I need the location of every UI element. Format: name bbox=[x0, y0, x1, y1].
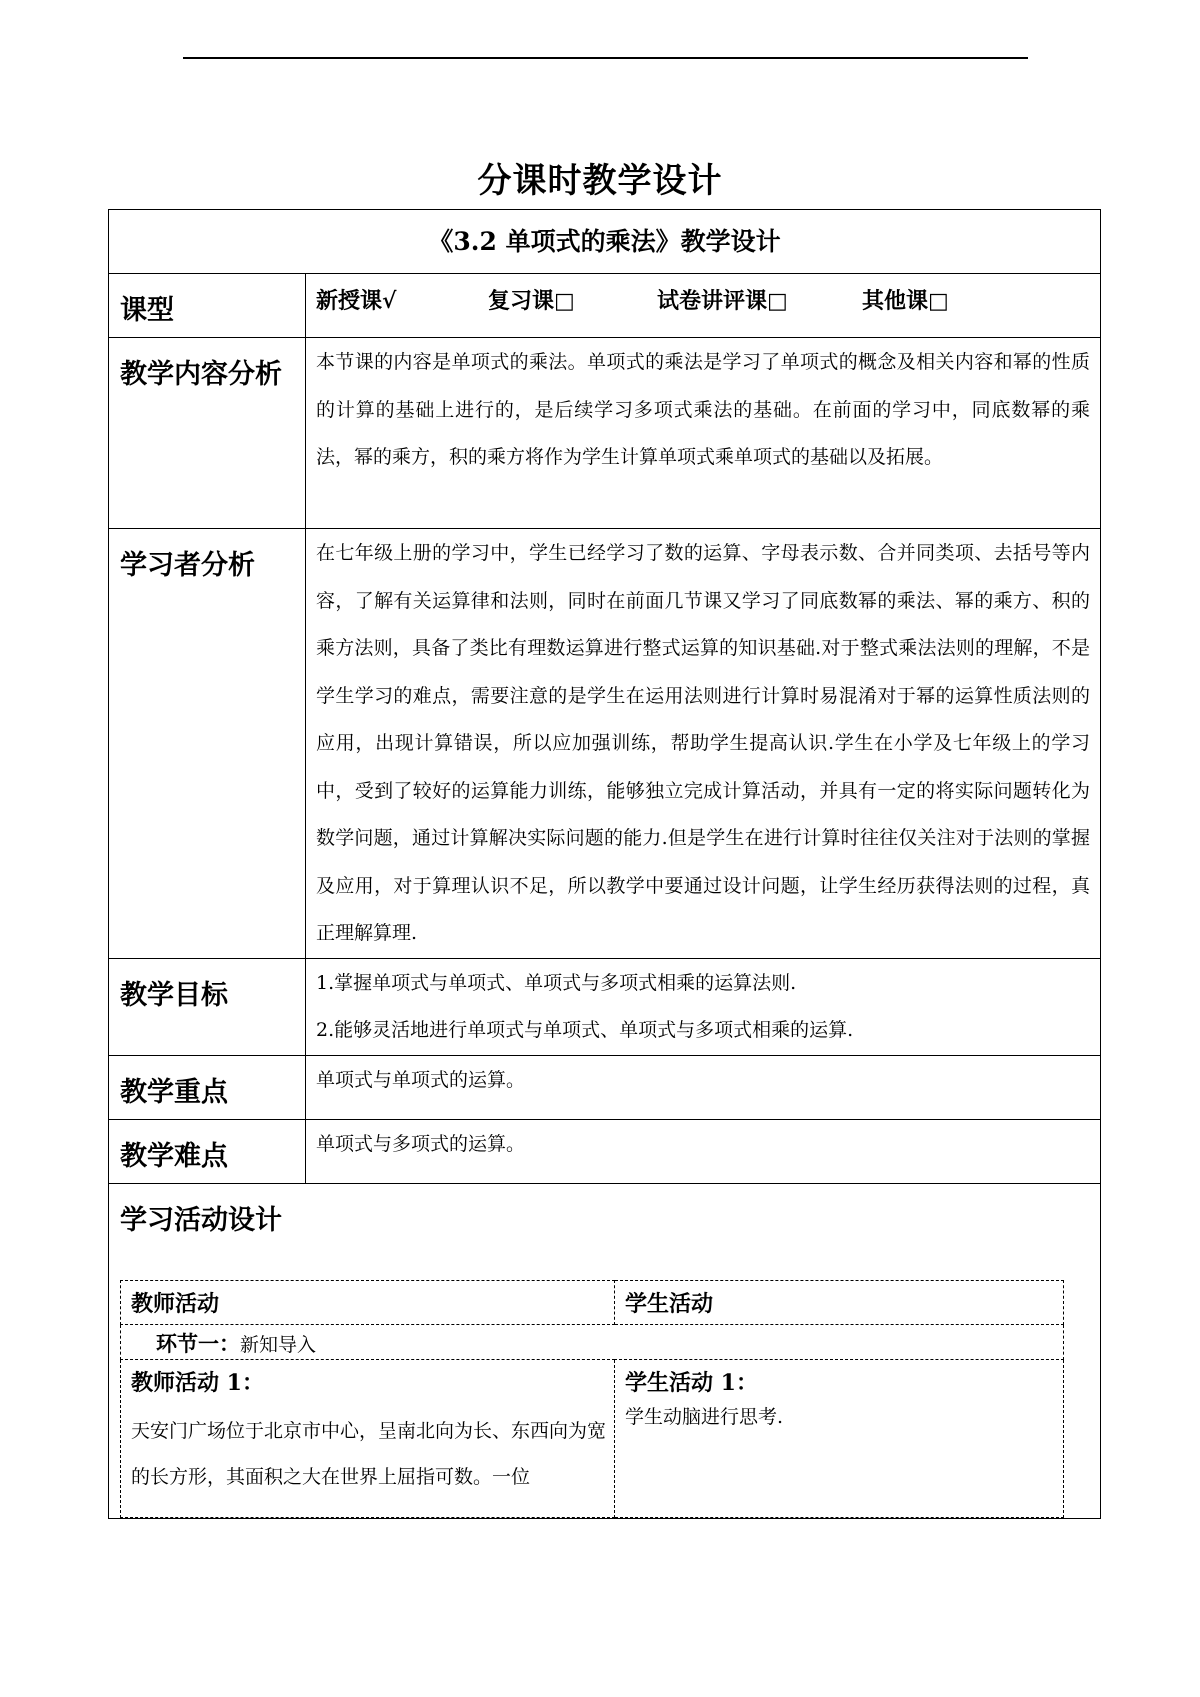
student-activity-header: 学生活动 bbox=[615, 1280, 1064, 1324]
objectives-list bbox=[306, 958, 1101, 1055]
header-rule bbox=[183, 57, 1028, 59]
page-title: 分课时教学设计 bbox=[477, 161, 723, 201]
activity-design-label: 学习活动设计 bbox=[120, 1204, 282, 1236]
teacher-activity-header: 教师活动 bbox=[121, 1280, 615, 1324]
learner-analysis-text: 在七年级上册的学习中，学生已经学习了数的运算、字母表示数、合并同类项、去括号等内容，了解有关运算律和法则，同时在前面几节课又学习了同底数幂的乘法、幂的乘方、积的乘方法则，具备了类比有理数运算进行整式运算的知识基础.对于整式乘法法则的理解，不是学生学习的难点，需要注意的是学生在运用法则进行计算时易混淆对于幂的运算性质法则的应用，出现计算错误，所以应加强训练，帮助学生提高认识.学生在小学及七年级上的学习中，受到了较好的运算能力训练，能够独立完成计算活动，并具有一定的将实际问题转化为数学问题，通过计算解决实际问题的能力.但是学生在进行计算时往往仅关注对于法则的掌握及应用，对于算理认识不足，所以教学中要通过设计问题，让学生经历获得法则的过程，真正理解算理. bbox=[306, 529, 1101, 959]
student-activity-title: 学生活动 1： bbox=[625, 1369, 758, 1396]
key-point-label: 教学重点 bbox=[109, 1055, 306, 1119]
stage-label: 环节一： bbox=[156, 1330, 240, 1356]
activity-table bbox=[120, 1280, 1064, 1518]
teacher-activity-cell bbox=[121, 1359, 615, 1517]
student-activity-text: 学生动脑进行思考. bbox=[625, 1405, 784, 1428]
teacher-activity-text: 天安门广场位于北京市中心，呈南北向为长、东西向为宽的长方形，其面积之大在世界上屈指可数。一位 bbox=[131, 1419, 607, 1488]
lesson-type-other: 其他课□ bbox=[862, 288, 949, 314]
key-point-text: 单项式与单项式的运算。 bbox=[306, 1055, 1101, 1119]
lesson-type-new: 新授课√ bbox=[316, 288, 397, 314]
activity-design-section bbox=[109, 1183, 1101, 1518]
lesson-type-label: 课型 bbox=[109, 274, 306, 338]
teacher-activity-title: 教师活动 1： bbox=[131, 1369, 264, 1396]
lesson-type-review: 复习课□ bbox=[488, 288, 575, 314]
lesson-design-table bbox=[108, 209, 1101, 1519]
objective-item: 1.掌握单项式与单项式、单项式与多项式相乘的运算法则. bbox=[316, 971, 797, 994]
table-heading: 《3.2 单项式的乘法》教学设计 bbox=[109, 210, 1101, 274]
difficulty-label: 教学难点 bbox=[109, 1119, 306, 1183]
stage-name: 新知导入 bbox=[240, 1333, 317, 1356]
objectives-label: 教学目标 bbox=[109, 958, 306, 1055]
lesson-type-exam-review: 试卷讲评课□ bbox=[657, 288, 788, 314]
lesson-type-options bbox=[306, 274, 1101, 338]
content-analysis-label: 教学内容分析 bbox=[109, 338, 306, 529]
learner-analysis-label: 学习者分析 bbox=[109, 529, 306, 959]
content-analysis-text: 本节课的内容是单项式的乘法。单项式的乘法是学习了单项式的概念及相关内容和幂的性质的计算的基础上进行的，是后续学习多项式乘法的基础。在前面的学习中，同底数幂的乘法，幂的乘方，积的乘方将作为学生计算单项式乘单项式的基础以及拓展。 bbox=[306, 338, 1101, 529]
student-activity-cell bbox=[615, 1359, 1064, 1517]
objective-item: 2.能够灵活地进行单项式与单项式、单项式与多项式相乘的运算. bbox=[316, 1019, 854, 1041]
difficulty-text: 单项式与多项式的运算。 bbox=[306, 1119, 1101, 1183]
stage-row bbox=[121, 1324, 1064, 1359]
